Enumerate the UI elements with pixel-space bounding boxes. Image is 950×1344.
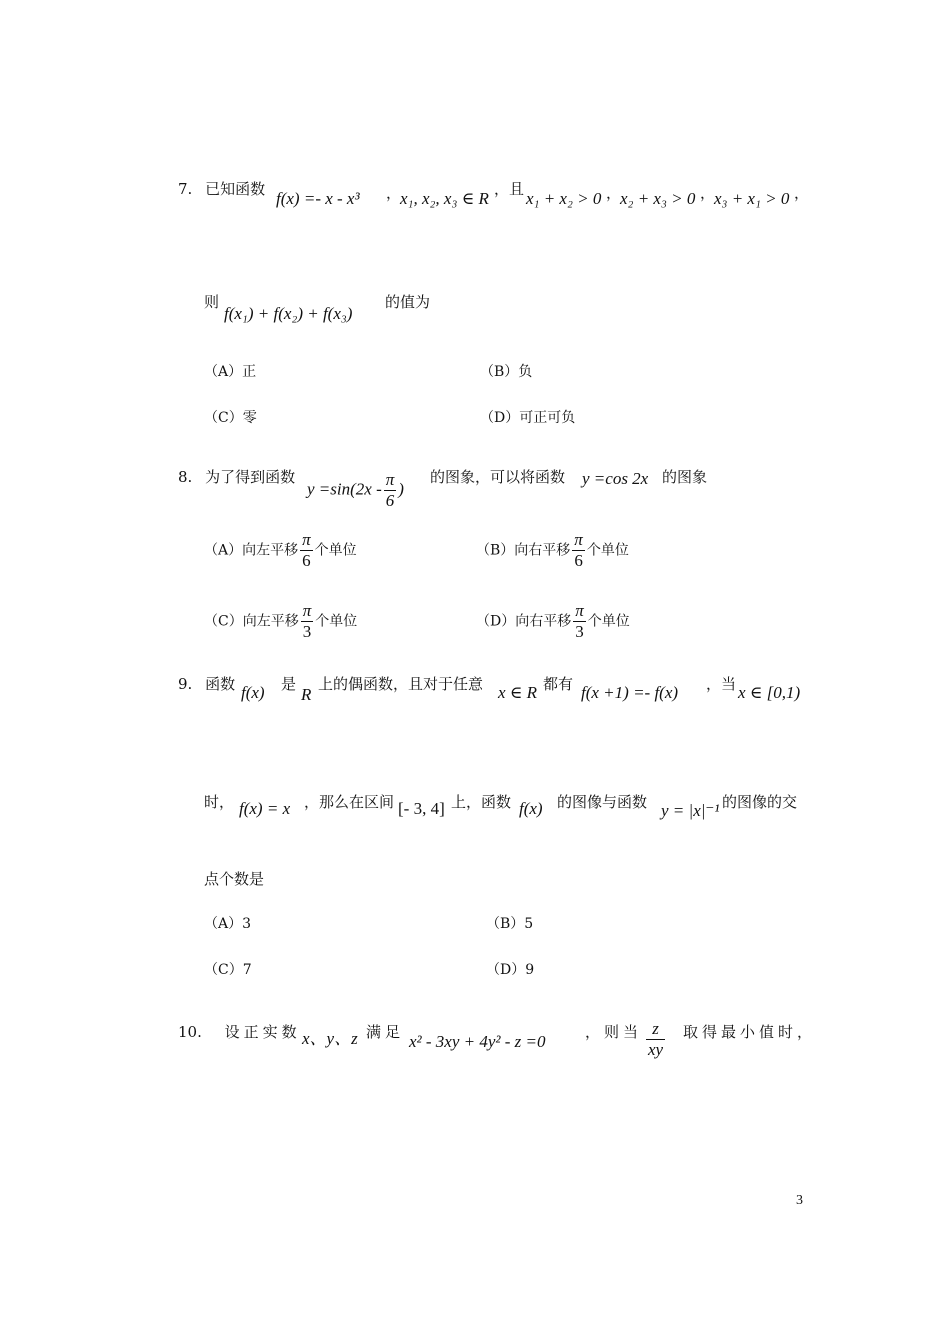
q7-sep-4: ， xyxy=(700,184,716,202)
pi-symbol: π xyxy=(302,601,312,620)
q9-option-d[interactable]: （D）9 xyxy=(486,962,535,978)
q8-function-1-right: ) xyxy=(398,479,404,499)
q7-option-c[interactable]: （C）零 xyxy=(204,410,257,426)
q7-option-d[interactable]: （D）可正可负 xyxy=(480,410,576,426)
option-unit: 个单位 xyxy=(314,542,357,559)
denominator: xy xyxy=(648,1039,664,1059)
q9-option-b[interactable]: （B）5 xyxy=(486,916,534,932)
q9-text-10: 的图像的交 xyxy=(722,793,798,811)
q7-condition-1: x₁ + x₂ > 0 xyxy=(526,189,602,208)
q7-text-1: 已知函数 xyxy=(205,180,266,198)
q10-z-over-xy xyxy=(646,1019,665,1060)
shift-fraction xyxy=(301,601,314,642)
q8-number: 8. xyxy=(178,468,193,486)
option-unit: 个单位 xyxy=(315,613,358,630)
q7-sep-1: ， xyxy=(386,184,402,202)
q7-condition-3: x₃ + x₁ > 0 xyxy=(714,189,790,208)
option-unit: 个单位 xyxy=(587,613,630,630)
q7-text-3: 的值为 xyxy=(385,293,431,311)
page-number: 3 xyxy=(796,1193,803,1208)
q10-equation: x² - 3xy + 4y² - z =0 xyxy=(409,1032,546,1051)
q9-text-4: 都有 xyxy=(543,675,574,693)
q7-sep-2: ，且 xyxy=(494,180,525,198)
q8-pi-over-6 xyxy=(384,470,397,511)
q7-line-1 xyxy=(178,182,265,197)
q9-text-3: 上的偶函数，且对于任意 xyxy=(318,675,484,693)
q9-condition: x ∈ R xyxy=(498,683,538,702)
q8-line-1 xyxy=(178,470,295,485)
q9-option-a[interactable]: （A）3 xyxy=(204,916,252,932)
q9-function-g: y = |x|⁻¹ xyxy=(661,801,720,820)
q7-sum-expression: f(x₁) + f(x₂) + f(x₃) xyxy=(224,304,353,323)
q10-text-3: ，则当 xyxy=(585,1023,643,1041)
q10-fraction-wrap xyxy=(644,1019,667,1060)
q9-text-9: 的图像与函数 xyxy=(557,793,648,811)
q8-text-2: 的图象，可以将函数 xyxy=(430,468,566,486)
denominator: 6 xyxy=(302,550,311,570)
option-label: （D）向右平移 xyxy=(476,613,572,630)
q9-text-2: 是 xyxy=(281,675,297,693)
q9-text-8: 上，函数 xyxy=(451,793,512,811)
q8-option-b[interactable] xyxy=(476,530,629,571)
q7-sep-3: ， xyxy=(606,184,622,202)
q9-line-1 xyxy=(178,677,235,692)
q10-vars: x、y、z xyxy=(302,1029,358,1048)
q8-option-d[interactable] xyxy=(476,601,630,642)
q9-text-5: ，当 xyxy=(706,675,737,693)
q9-number: 9. xyxy=(178,675,193,693)
q10-text-4: 取得最小值时， xyxy=(683,1023,817,1041)
q7-vars: x₁, x₂, x₃ ∈ R xyxy=(400,189,489,208)
q10-line-1 xyxy=(178,1025,301,1040)
q9-domain: x ∈ [0,1) xyxy=(738,683,801,702)
q8-option-c[interactable] xyxy=(204,601,357,642)
option-label: （C）向左平移 xyxy=(204,613,299,630)
denominator: 6 xyxy=(574,550,583,570)
q9-function-2: f(x) xyxy=(519,799,543,818)
q9-text-1: 函数 xyxy=(205,675,236,693)
q7-number: 7. xyxy=(178,180,193,198)
pi-symbol: π xyxy=(302,530,311,549)
q9-interval: [- 3, 4] xyxy=(398,799,445,818)
shift-fraction xyxy=(572,530,585,571)
q7-condition-2: x₂ + x₃ > 0 xyxy=(620,189,696,208)
q10-number: 10. xyxy=(178,1023,202,1041)
option-label: （A）向左平移 xyxy=(204,542,299,559)
q9-equation: f(x +1) =- f(x) xyxy=(581,683,679,702)
q9-function: f(x) xyxy=(241,683,265,702)
q9-text-11: 点个数是 xyxy=(204,870,265,888)
q7-option-b[interactable]: （B）负 xyxy=(480,364,533,380)
pi-symbol: π xyxy=(574,530,583,549)
q7-function: f(x) =- x - x³ xyxy=(276,189,360,208)
q8-text-3: 的图象 xyxy=(662,468,708,486)
pi-symbol: π xyxy=(385,470,395,489)
q7-text-2: 则 xyxy=(204,293,220,311)
q10-text-2: 满足 xyxy=(366,1023,405,1041)
option-label: （B）向右平移 xyxy=(476,542,571,559)
q8-text-1: 为了得到函数 xyxy=(205,468,296,486)
option-unit: 个单位 xyxy=(586,542,629,559)
denominator: 6 xyxy=(385,490,395,510)
shift-fraction xyxy=(300,530,313,571)
denominator: 3 xyxy=(575,621,584,641)
q8-function-1 xyxy=(307,470,404,511)
q10-text-1: 设正实数 xyxy=(224,1023,301,1041)
q8-function-1-left: y =sin(2x - xyxy=(307,479,382,499)
q9-option-c[interactable]: （C）7 xyxy=(204,962,252,978)
q9-text-7: ，那么在区间 xyxy=(304,793,395,811)
pi-symbol: π xyxy=(575,601,584,620)
numerator: z xyxy=(646,1019,665,1040)
denominator: 3 xyxy=(302,621,312,641)
q7-option-a[interactable]: （A）正 xyxy=(204,364,257,380)
q8-option-a[interactable] xyxy=(204,530,357,571)
q9-text-6: 时， xyxy=(204,793,235,811)
q9-function-def: f(x) = x xyxy=(239,799,291,818)
q8-function-2: y =cos 2x xyxy=(582,469,649,488)
q7-sep-5: ， xyxy=(794,184,810,202)
shift-fraction xyxy=(573,601,586,642)
q9-R: R xyxy=(301,685,312,704)
